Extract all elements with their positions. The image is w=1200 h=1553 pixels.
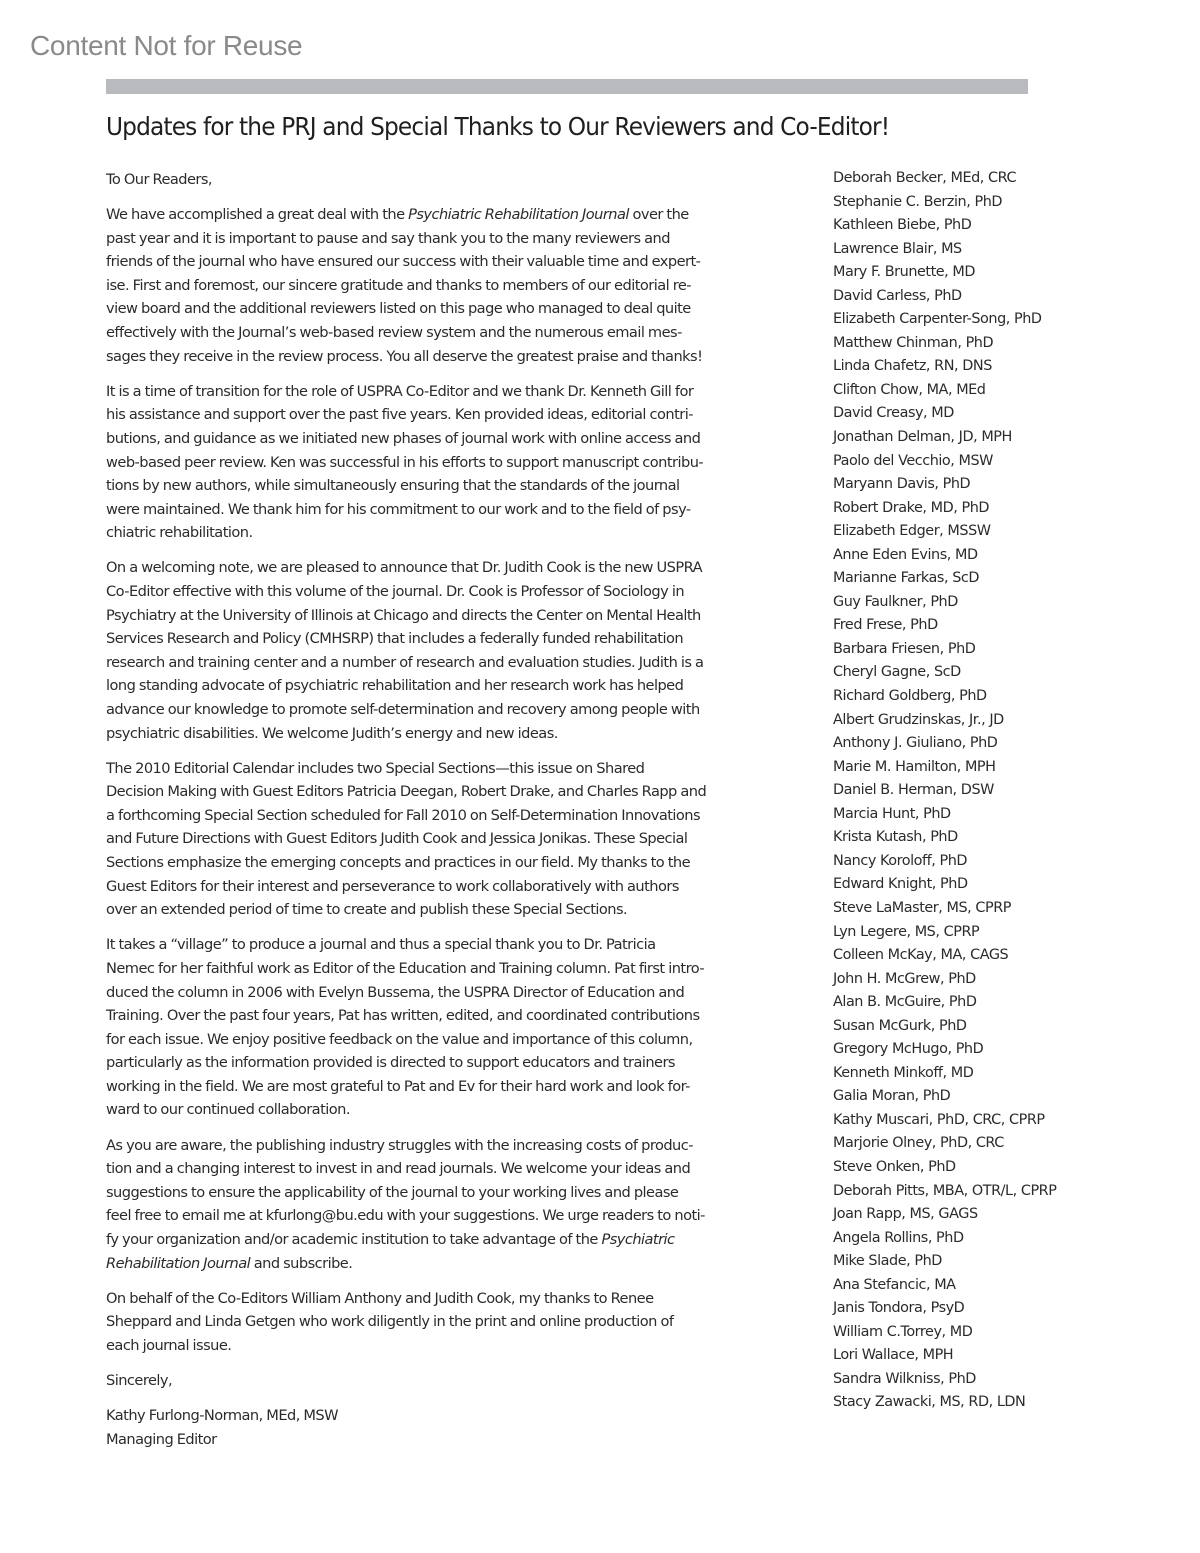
reviewer-name: Robert Drake, MD, PhD	[833, 499, 989, 516]
reviewer-name: Marie M. Hamilton, MPH	[833, 758, 996, 775]
reviewer-name: Anne Eden Evins, MD	[833, 546, 978, 563]
reviewer-name: Deborah Becker, MEd, CRC	[833, 170, 1017, 186]
paragraph-line: fy your organization and/or academic institution to take advantage of the Psychiatric	[106, 1230, 675, 1248]
paragraph-line: Sheppard and Linda Getgen who work diligently in the print and online production of	[106, 1313, 674, 1331]
journal-name-italic: Psychiatric	[601, 1230, 675, 1248]
paragraph-line: web-based peer review. Ken was successful in his efforts to support manuscript contribu-	[106, 453, 704, 471]
journal-name-italic: Psychiatric Rehabilitation Journal	[408, 206, 629, 224]
reviewer-name: Lyn Legere, MS, CPRP	[833, 923, 980, 940]
paragraph-line: On behalf of the Co-Editors William Anthony and Judith Cook, my thanks to Renee	[106, 1289, 654, 1307]
reviewer-name: Alan B. McGuire, PhD	[833, 994, 977, 1011]
reviewer-name: William C.Torrey, MD	[833, 1323, 973, 1340]
email-address[interactable]: kfurlong@bu.edu	[265, 1207, 384, 1225]
paragraph-line: It takes a “village” to produce a journal and thus a special thank you to Dr. Patricia	[106, 936, 656, 954]
paragraph-line: his assistance and support over the past five years. Ken provided ideas, editorial contri-	[106, 406, 693, 424]
letter-paragraph	[106, 556, 806, 745]
journal-name-italic: Rehabilitation Journal	[106, 1254, 251, 1272]
reviewer-name: Sandra Wilkniss, PhD	[833, 1370, 976, 1387]
paragraph-line: Decision Making with Guest Editors Patricia Deegan, Robert Drake, and Charles Rapp and	[106, 783, 707, 801]
reviewer-name: Lawrence Blair, MS	[833, 240, 962, 257]
reviewer-name: Fred Frese, PhD	[833, 617, 938, 634]
signature-title: Managing Editor	[106, 1430, 217, 1448]
reviewer-name: Mary F. Brunette, MD	[833, 264, 976, 281]
letter-paragraph	[106, 203, 806, 368]
reviewer-name: Janis Tondora, PsyD	[833, 1300, 965, 1317]
reviewer-name: Clifton Chow, MA, MEd	[833, 381, 986, 398]
paragraph-line: Services Research and Policy (CMHSRP) that includes a federally funded rehabilitation	[106, 630, 684, 648]
paragraph-line: psychiatric disabilities. We welcome Judith’s energy and new ideas.	[106, 724, 558, 742]
paragraph-line: chiatric rehabilitation.	[106, 524, 253, 542]
reviewer-name: Linda Chafetz, RN, DNS	[833, 358, 992, 375]
reviewer-name: David Creasy, MD	[833, 405, 954, 422]
reviewer-name: David Carless, PhD	[833, 287, 962, 304]
paragraph-line: friends of the journal who have ensured our success with their valuable time and expert-	[106, 253, 701, 271]
reviewer-name: Jonathan Delman, JD, MPH	[833, 429, 1012, 446]
letter-paragraph	[106, 757, 806, 922]
reviewer-name: Colleen McKay, MA, CAGS	[833, 947, 1009, 964]
paragraph-line: for each issue. We enjoy positive feedback on the value and importance of this column,	[106, 1030, 693, 1048]
paragraph-line: The 2010 Editorial Calendar includes two Special Sections—this issue on Shared	[106, 759, 645, 777]
reviewer-name: Cheryl Gagne, ScD	[833, 664, 961, 681]
article-title: Updates for the PRJ and Special Thanks to Our Reviewers and Co-Editor!	[106, 112, 890, 141]
paragraph-line: ward to our continued collaboration.	[106, 1101, 350, 1119]
reviewer-name: Maryann Davis, PhD	[833, 476, 971, 493]
reviewer-name: Steve LaMaster, MS, CPRP	[833, 899, 1012, 916]
paragraph-line: tion and a changing interest to invest in and read journals. We welcome your ideas and	[106, 1160, 691, 1178]
paragraph-line: and Future Directions with Guest Editors Judith Cook and Jessica Jonikas. These Special	[106, 830, 688, 848]
paragraph-line: duced the column in 2006 with Evelyn Bussema, the USPRA Director of Education and	[106, 983, 685, 1001]
reviewer-name: Marjorie Olney, PhD, CRC	[833, 1135, 1004, 1152]
paragraph-line: Psychiatry at the University of Illinois at Chicago and directs the Center on Mental Health	[106, 606, 701, 624]
paragraph-line: each journal issue.	[106, 1336, 232, 1354]
paragraph-line: butions, and guidance as we initiated new phases of journal work with online access and	[106, 429, 701, 447]
paragraph-line: Training. Over the past four years, Pat has written, edited, and coordinated contributions	[106, 1007, 700, 1025]
reviewer-name: Gregory McHugo, PhD	[833, 1041, 984, 1058]
paragraph-line: a forthcoming Special Section scheduled for Fall 2010 on Self-Determination Innovations	[106, 806, 701, 824]
reviewer-name: Stephanie C. Berzin, PhD	[833, 193, 1002, 210]
reviewer-name: Stacy Zawacki, MS, RD, LDN	[833, 1394, 1026, 1411]
paragraph-line: particularly as the information provided is directed to support educators and trainers	[106, 1054, 675, 1072]
paragraph-line: On a welcoming note, we are pleased to announce that Dr. Judith Cook is the new USPRA	[106, 559, 703, 577]
reviewer-name: Galia Moran, PhD	[833, 1088, 951, 1105]
reviewer-name: Kathy Muscari, PhD, CRC, CPRP	[833, 1111, 1045, 1128]
reviewer-name: Matthew Chinman, PhD	[833, 334, 994, 351]
paragraph-line: As you are aware, the publishing industry struggles with the increasing costs of produc-	[106, 1136, 693, 1154]
paragraph-line: effectively with the Journal’s web-based review system and the numerous email mes-	[106, 324, 682, 342]
closing: Sincerely,	[106, 1371, 173, 1389]
paragraph-line: view board and the additional reviewers listed on this page who managed to deal quite	[106, 300, 691, 318]
paragraph-line: Sections emphasize the emerging concepts and practices in our field. My thanks to the	[106, 854, 691, 872]
paragraph-line: Guest Editors for their interest and perseverance to work collaboratively with authors	[106, 877, 679, 895]
reviewer-name: Angela Rollins, PhD	[833, 1229, 964, 1246]
reviewer-name: Ana Stefancic, MA	[833, 1276, 956, 1293]
paragraph-line: long standing advocate of psychiatric rehabilitation and her research work has helped	[106, 677, 684, 695]
editorial-letter	[106, 168, 806, 1463]
letter-paragraph	[106, 1134, 806, 1276]
reviewer-name: Guy Faulkner, PhD	[833, 593, 958, 610]
paragraph-line: over an extended period of time to create and publish these Special Sections.	[106, 901, 628, 919]
paragraph-line: Rehabilitation Journal and subscribe.	[106, 1254, 353, 1272]
paragraph-line: We have accomplished a great deal with the Psychiatric Rehabilitation Journal over the	[106, 206, 689, 224]
reviewer-name: Marianne Farkas, ScD	[833, 570, 980, 587]
reviewer-name: Marcia Hunt, PhD	[833, 805, 951, 822]
reviewer-name: Nancy Koroloff, PhD	[833, 852, 968, 869]
reviewer-name: Mike Slade, PhD	[833, 1253, 942, 1270]
paragraph-line: sages they receive in the review process. You all deserve the greatest praise and thanks!	[106, 347, 703, 365]
header-rule-bar	[106, 79, 1028, 94]
letter-paragraph	[106, 933, 806, 1122]
paragraph-line: tions by new authors, while simultaneously ensuring that the standards of the journal	[106, 477, 680, 495]
reviewer-name: John H. McGrew, PhD	[833, 970, 976, 987]
reviewer-name: Anthony J. Giuliano, PhD	[833, 735, 998, 752]
reviewer-name: Paolo del Vecchio, MSW	[833, 452, 993, 469]
watermark-text: Content Not for Reuse	[30, 30, 303, 61]
paragraph-line: feel free to email me at kfurlong@bu.edu with your suggestions. We urge readers to noti-	[106, 1207, 705, 1225]
reviewer-name: Susan McGurk, PhD	[833, 1017, 967, 1034]
letter-body	[106, 203, 806, 1357]
reviewer-name: Daniel B. Herman, DSW	[833, 782, 994, 799]
reviewer-name: Joan Rapp, MS, GAGS	[833, 1206, 978, 1223]
reviewer-name: Lori Wallace, MPH	[833, 1347, 954, 1364]
paragraph-line: research and training center and a number of research and evaluation studies. Judith is a	[106, 653, 704, 671]
reviewer-name: Deborah Pitts, MBA, OTR/L, CPRP	[833, 1182, 1057, 1199]
signature-name: Kathy Furlong-Norman, MEd, MSW	[106, 1407, 339, 1424]
paragraph-line: advance our knowledge to promote self-determination and recovery among people with	[106, 700, 700, 718]
paragraph-line: suggestions to ensure the applicability of the journal to your working lives and please	[106, 1183, 679, 1201]
reviewer-name: Elizabeth Edger, MSSW	[833, 523, 991, 540]
reviewer-name: Krista Kutash, PhD	[833, 829, 958, 846]
reviewer-name: Barbara Friesen, PhD	[833, 640, 976, 657]
reviewer-list	[833, 167, 1056, 1415]
reviewer-name: Kathleen Biebe, PhD	[833, 217, 972, 234]
reviewer-name: Richard Goldberg, PhD	[833, 688, 987, 705]
letter-paragraph	[106, 380, 806, 545]
reviewer-name: Steve Onken, PhD	[833, 1158, 956, 1175]
salutation: To Our Readers,	[106, 171, 213, 188]
reviewer-name: Albert Grudzinskas, Jr., JD	[833, 711, 1004, 728]
paragraph-line: Co-Editor effective with this volume of the journal. Dr. Cook is Professor of Sociology in	[106, 583, 685, 600]
reviewer-name: Kenneth Minkoff, MD	[833, 1064, 974, 1081]
paragraph-line: working in the field. We are most grateful to Pat and Ev for their hard work and look for-	[106, 1077, 690, 1095]
paragraph-line: were maintained. We thank him for his commitment to our work and to the field of psy-	[106, 500, 691, 518]
paragraph-line: past year and it is important to pause and say thank you to the many reviewers and	[106, 229, 670, 247]
letter-paragraph	[106, 1287, 806, 1358]
paragraph-line: It is a time of transition for the role of USPRA Co-Editor and we thank Dr. Kenneth Gill for	[106, 382, 694, 400]
paragraph-line: ise. First and foremost, our sincere gratitude and thanks to members of our editorial re-	[106, 276, 691, 294]
reviewer-name: Elizabeth Carpenter-Song, PhD	[833, 311, 1042, 328]
paragraph-line: Nemec for her faithful work as Editor of the Education and Training column. Pat first intro-	[106, 959, 705, 977]
reviewer-name: Edward Knight, PhD	[833, 876, 968, 893]
